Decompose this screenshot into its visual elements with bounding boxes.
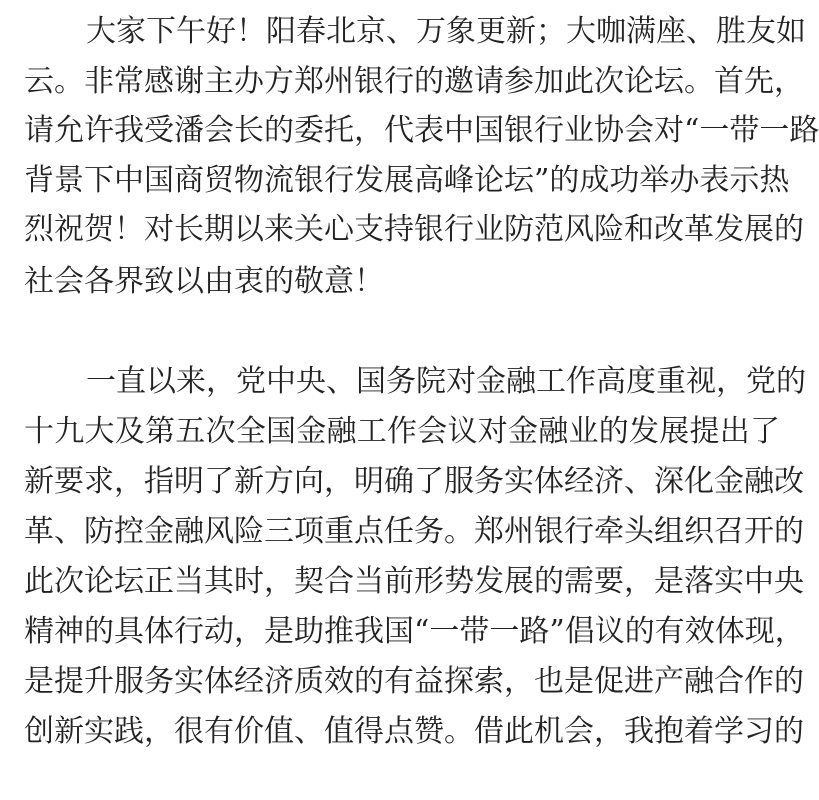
paragraph-1-line-6: 社会各界致以由衷的敬意！ (24, 264, 384, 299)
paragraph-2-line-6: 精 神 的 具 体 行 动 ， 是 助 推 我 国 “ 一 带 一 路 ” 倡 议 的 有 效 体 现 ， (24, 614, 805, 649)
paragraph-1-line-5: 烈 祝 贺 ！ 对 长 期 以 来 关 心 支 持 银 行 业 防 范 风 险 和 改 革 发 展 的 (24, 212, 804, 247)
paragraph-1-line-1: 大 家 下 午 好 ！ 阳 春 北 京 、 万 象 更 新 ； 大 咖 满 座 、 胜 友 如 (86, 14, 806, 49)
paragraph-1-line-2: 云 。 非 常 感 谢 主 办 方 郑 州 银 行 的 邀 请 参 加 此 次 论 坛 。 首 先 ， (24, 64, 804, 99)
paragraph-2-line-7: 是 提 升 服 务 实 体 经 济 质 效 的 有 益 探 索 ， 也 是 促 进 产 融 合 作 的 (24, 664, 804, 699)
paragraph-2-line-1: 一 直 以 来 ， 党 中 央 、 国 务 院 对 金 融 工 作 高 度 重 视 ， 党 的 (86, 364, 806, 399)
paragraph-1-line-3: 请 允 许 我 受 潘 会 长 的 委 托 ， 代 表 中 国 银 行 业 协 会 对 “ 一 带 一 路 (24, 113, 819, 148)
paragraph-2-line-3: 新 要 求 ， 指 明 了 新 方 向 ， 明 确 了 服 务 实 体 经 济 、 深 化 金 融 改 (24, 464, 804, 499)
paragraph-2-line-4: 革 、 防 控 金 融 风 险 三 项 重 点 任 务 。 郑 州 银 行 牵 头 组 织 召 开 的 (24, 514, 804, 549)
paragraph-2-line-5: 此 次 论 坛 正 当 其 时 ， 契 合 当 前 形 势 发 展 的 需 要 ， 是 落 实 中 央 (24, 564, 804, 599)
paragraph-1-line-4: 背 景 下 中 国 商 贸 物 流 银 行 发 展 高 峰 论 坛 ” 的 成 功 举 办 表 示 热 (24, 163, 790, 198)
paragraph-2-line-2: 十 九 大 及 第 五 次 全 国 金 融 工 作 会 议 对 金 融 业 的 发 展 提 出 了 (24, 414, 780, 449)
paragraph-2-line-8: 创 新 实 践 ， 很 有 价 值 、 值 得 点 赞 。 借 此 机 会 ， 我 抱 着 学 习 的 (24, 714, 804, 749)
